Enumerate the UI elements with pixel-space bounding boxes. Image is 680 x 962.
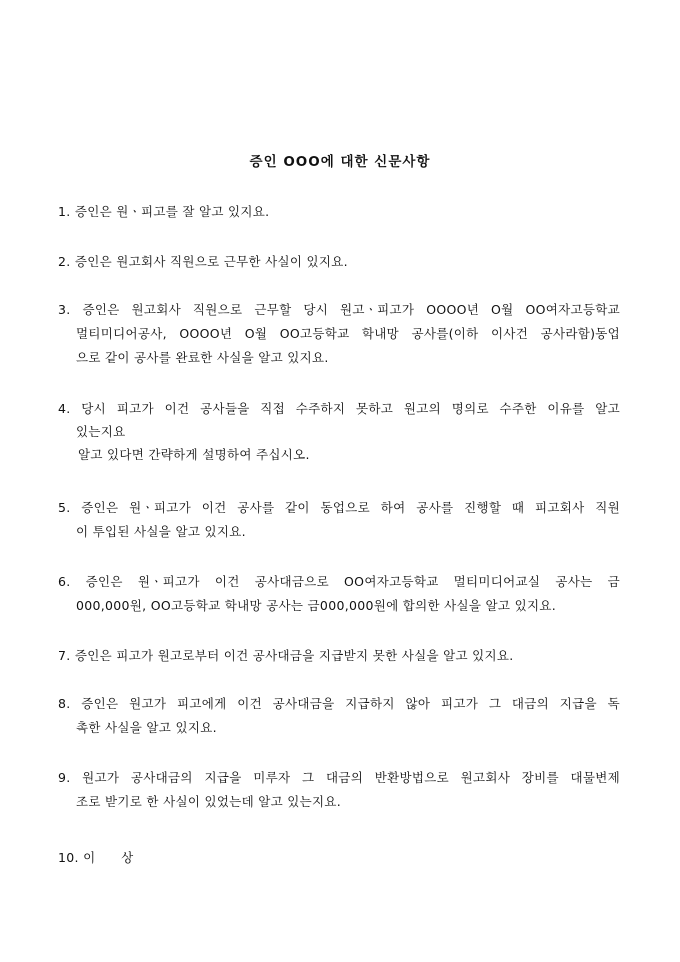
question-item-4 <box>58 397 620 467</box>
question-number: 4. <box>58 401 71 416</box>
question-line <box>58 570 620 594</box>
question-line: 이 투입된 사실을 알고 있지요. <box>76 524 246 539</box>
document-title: 증인 OOO에 대한 신문사항 <box>249 154 431 170</box>
question-text: 증인은 피고가 원고로부터 이건 공사대금을 지급받지 못한 사실을 알고 있지요. <box>74 648 514 663</box>
question-text: 원고가 공사대금의 지급을 미루자 그 대금의 반환방법으로 원고회사 장비를 대물변제 <box>82 770 620 785</box>
question-number: 2. <box>58 254 71 269</box>
question-number: 3. <box>58 302 71 317</box>
closing-text: 이 상 <box>83 850 134 865</box>
question-line: 있는지요 <box>76 424 126 439</box>
question-line: 멀티미디어공사, OOOO년 O월 OO고등학교 학내망 공사를(이하 이사건 공사라함)동업 <box>76 326 620 341</box>
question-text: 증인은 원고가 피고에게 이건 공사대금을 지급하지 않아 피고가 그 대금의 지급을 독 <box>81 696 620 711</box>
question-line <box>58 496 620 520</box>
question-number: 1. <box>58 204 71 219</box>
question-number: 9. <box>58 770 71 785</box>
question-line <box>58 298 620 322</box>
question-item-10 <box>58 846 620 870</box>
question-text: 증인은 원ㆍ피고가 이건 공사를 같이 동업으로 하여 공사를 진행할 때 피고회사 직원 <box>81 500 620 515</box>
question-item-6 <box>58 570 620 618</box>
question-item-2 <box>58 250 620 274</box>
question-text: 증인은 원고회사 직원으로 근무한 사실이 있지요. <box>74 254 348 269</box>
question-item-8 <box>58 692 620 740</box>
question-item-9 <box>58 766 620 814</box>
question-number: 5. <box>58 500 71 515</box>
question-line <box>58 846 620 870</box>
question-line <box>58 644 620 668</box>
question-number: 8. <box>58 696 71 711</box>
question-line: 000,000원, OO고등학교 학내망 공사는 금000,000원에 합의한 사실을 알고 있지요. <box>76 598 556 613</box>
question-text: 증인은 원ㆍ피고를 잘 알고 있지요. <box>74 204 270 219</box>
question-text: 증인은 원ㆍ피고가 이건 공사대금으로 OO여자고등학교 멀티미디어교실 공사는 금 <box>85 574 620 589</box>
question-line <box>58 692 620 716</box>
question-text: 증인은 원고회사 직원으로 근무할 당시 원고ㆍ피고가 OOOO년 O월 OO여자고등학교 <box>82 302 620 317</box>
question-item-3 <box>58 298 620 370</box>
question-item-1 <box>58 200 620 224</box>
question-line <box>58 250 620 274</box>
question-line <box>58 766 620 790</box>
question-line <box>58 200 620 224</box>
question-line: 으로 같이 공사를 완료한 사실을 알고 있지요. <box>76 350 329 365</box>
question-line: 촉한 사실을 알고 있지요. <box>76 720 217 735</box>
question-number: 10. <box>58 850 79 865</box>
question-line: 알고 있다면 간략하게 설명하여 주십시오. <box>78 447 310 462</box>
question-text: 당시 피고가 이건 공사들을 직접 수주하지 못하고 원고의 명의로 수주한 이유를 알고 <box>81 401 620 416</box>
question-line: 조로 받기로 한 사실이 있었는데 알고 있는지요. <box>76 794 342 809</box>
question-item-5 <box>58 496 620 544</box>
question-item-7 <box>58 644 620 668</box>
question-line <box>58 397 620 421</box>
question-number: 6. <box>58 574 71 589</box>
question-number: 7. <box>58 648 71 663</box>
